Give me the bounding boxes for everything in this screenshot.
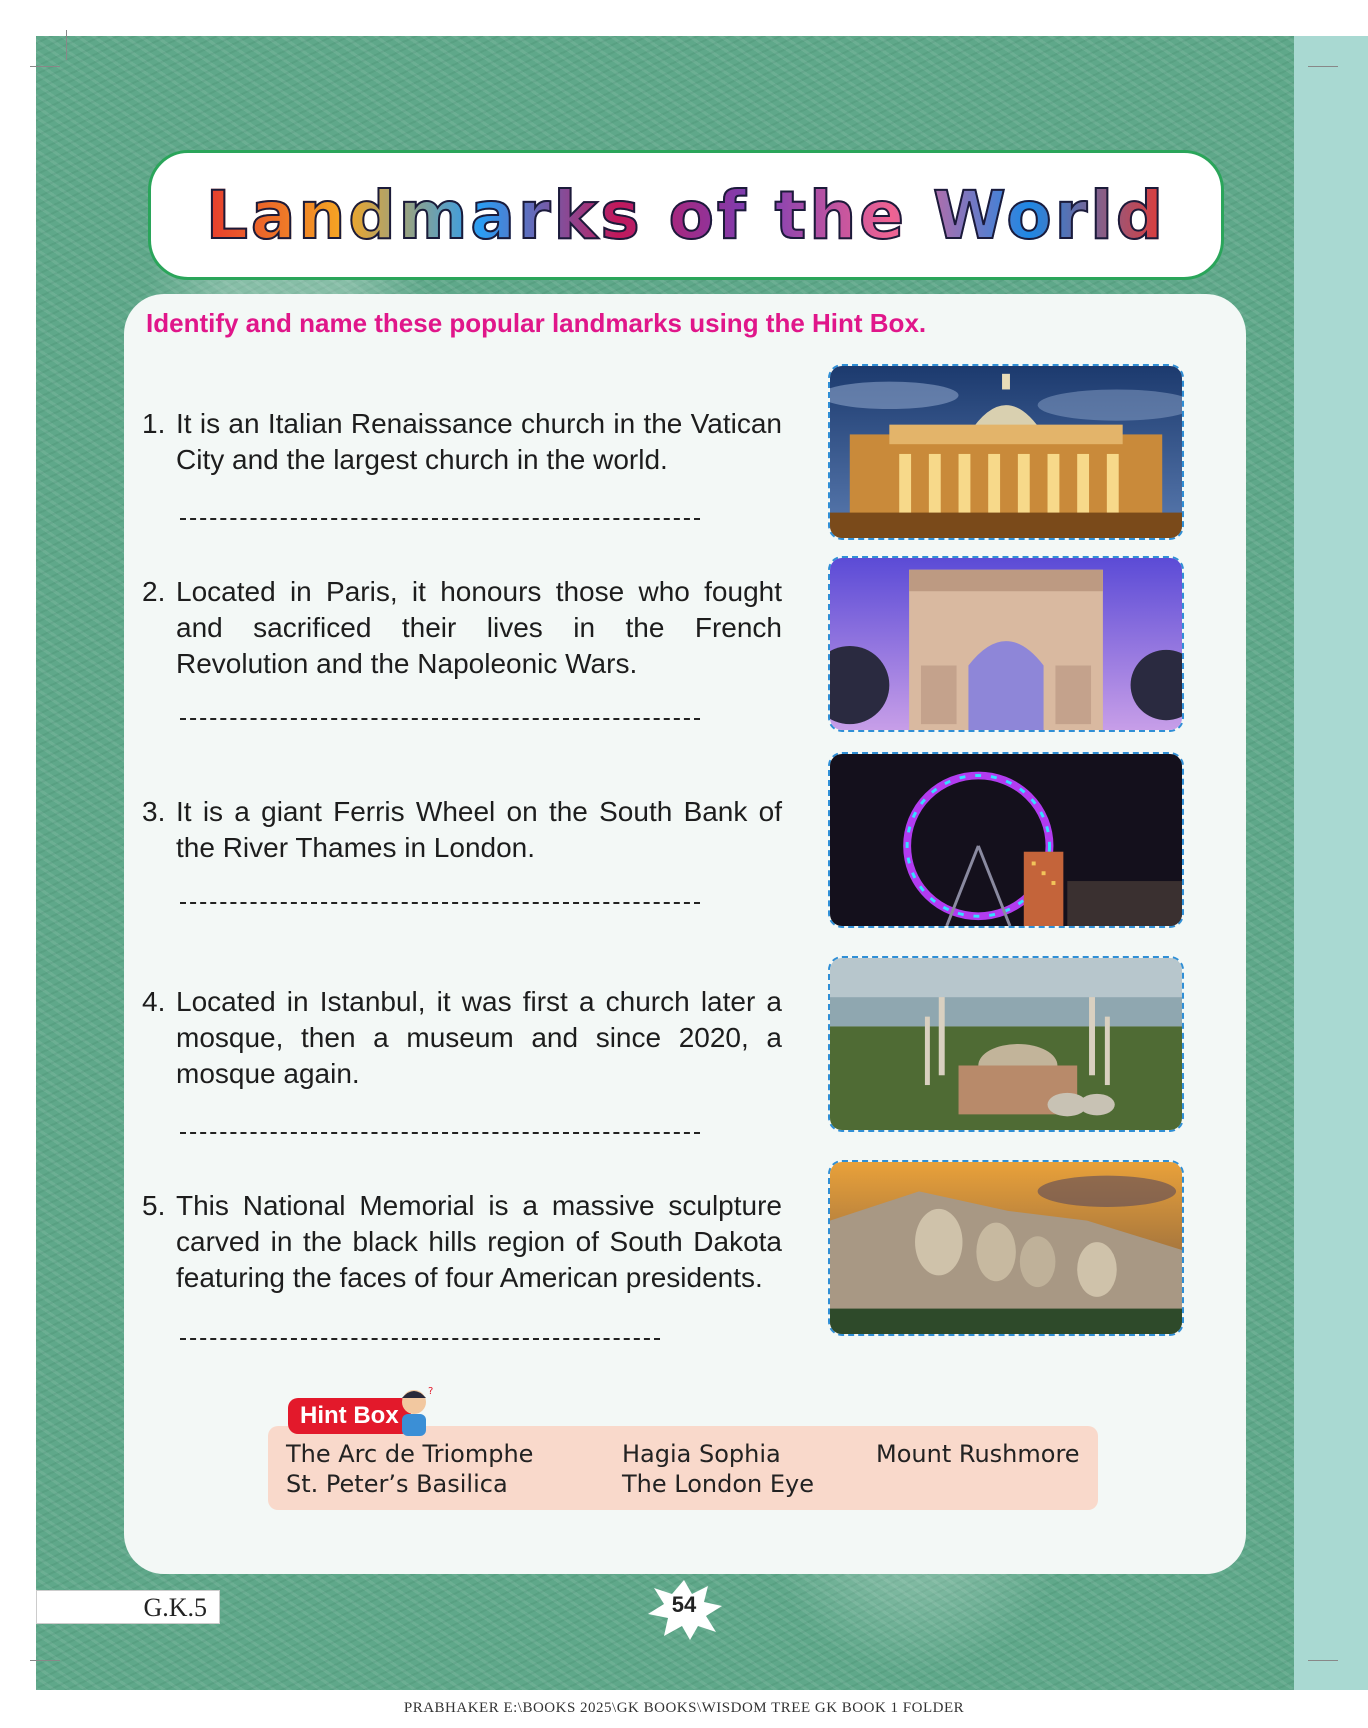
svg-text:?: ?: [428, 1386, 434, 1397]
answer-line-2[interactable]: [180, 718, 700, 720]
arc-de-triomphe-photo: [828, 556, 1184, 732]
question-text: It is a giant Ferris Wheel on the South Bank of the River Thames in London.: [176, 796, 782, 863]
hagia-sophia-photo: [828, 956, 1184, 1132]
crop-mark: [30, 1660, 60, 1661]
question-1: [142, 406, 782, 478]
question-2: [142, 574, 782, 682]
crop-mark: [66, 30, 67, 60]
question-number: 4.: [142, 986, 166, 1017]
answer-line-5[interactable]: [180, 1338, 660, 1340]
page-title: Landmarks of the World: [205, 176, 1167, 254]
thinking-kid-icon: [394, 1384, 434, 1436]
title-banner: [148, 150, 1224, 280]
question-number: 2.: [142, 576, 166, 607]
mount-rushmore-photo: [828, 1160, 1184, 1336]
book-code: G.K.5: [36, 1590, 220, 1624]
question-5: [142, 1188, 782, 1296]
answer-line-1[interactable]: [180, 518, 700, 520]
question-number: 5.: [142, 1190, 166, 1221]
crop-mark: [30, 66, 60, 67]
instruction-text: Identify and name these popular landmarks using the Hint Box.: [146, 308, 927, 338]
question-text: Located in Istanbul, it was first a church later a mosque, then a museum and since 2020, a mosque again.: [176, 986, 782, 1089]
hint-item: St. Peter’s Basilica: [286, 1470, 508, 1498]
hint-item: Mount Rushmore: [876, 1440, 1080, 1468]
question-text: This National Memorial is a massive sculpture carved in the black hills region of South Dakota featuring the faces of four American presidents.: [176, 1190, 782, 1293]
question-3: [142, 794, 782, 866]
hint-item: Hagia Sophia: [622, 1440, 781, 1468]
hint-item: The Arc de Triomphe: [286, 1440, 534, 1468]
st-peters-basilica-photo: [828, 364, 1184, 540]
question-4: [142, 984, 782, 1092]
page-number: 54: [671, 1592, 697, 1617]
answer-line-3[interactable]: [180, 902, 700, 904]
crop-mark: [1308, 1660, 1338, 1661]
question-text: It is an Italian Renaissance church in the Vatican City and the largest church in the world.: [176, 408, 782, 475]
hint-box-label: Hint Box: [288, 1398, 411, 1434]
hint-box: [268, 1426, 1098, 1510]
answer-line-4[interactable]: [180, 1132, 700, 1134]
question-text: Located in Paris, it honours those who fought and sacrificed their lives in the French Revolution and the Napoleonic Wars.: [176, 576, 782, 679]
question-number: 3.: [142, 796, 166, 827]
hint-item: The London Eye: [622, 1470, 814, 1498]
print-path: PRABHAKER E:\BOOKS 2025\GK BOOKS\WISDOM TREE GK BOOK 1 FOLDER: [403, 1700, 965, 1716]
side-strip: [1294, 36, 1368, 1690]
crop-mark: [1308, 66, 1338, 67]
question-number: 1.: [142, 408, 166, 439]
london-eye-photo: [828, 752, 1184, 928]
